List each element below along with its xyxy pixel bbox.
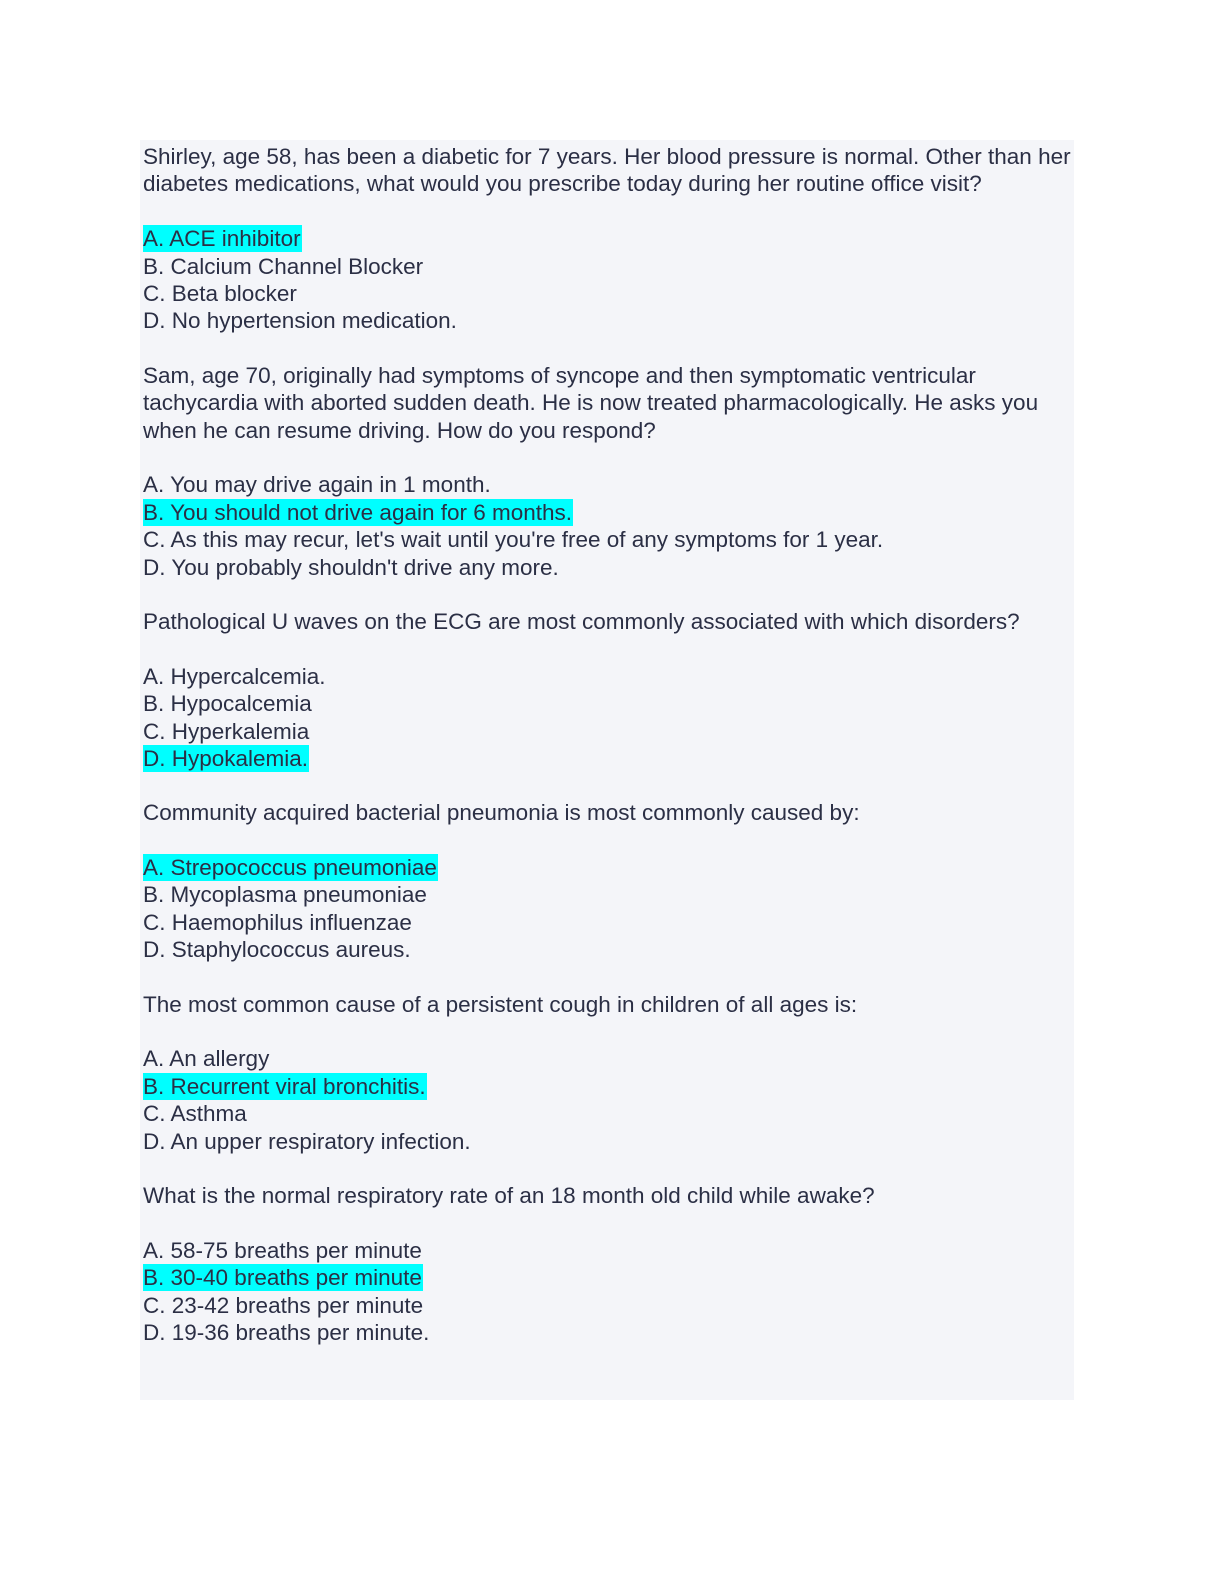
answer-option-correct: A. Strepococcus pneumoniae [143, 855, 437, 881]
answer-option-correct: B. Recurrent viral bronchitis. [143, 1073, 426, 1099]
answer-option-correct: D. Hypokalemia. [143, 745, 309, 771]
question-text: Sam, age 70, originally had symptoms of syncope and then symptomatic ventricular tachycardia with aborted sudden death. He is now treated pharmacologically. He asks you when he can resume driving. How do you respond? [143, 362, 1039, 443]
answer-option: D. 19-36 breaths per minute. [143, 1319, 430, 1345]
answer-option: C. Asthma [143, 1101, 247, 1127]
question-text: Community acquired bacterial pneumonia is most commonly caused by: [143, 800, 860, 826]
answer-option: A. An allergy [143, 1046, 270, 1072]
answer-option: C. As this may recur, let's wait until you're free of any symptoms for 1 year. [143, 527, 884, 553]
question-4 [143, 799, 1073, 963]
question-list [143, 143, 1073, 1373]
question-2 [143, 362, 1073, 581]
answer-option: B. Hypocalcemia [143, 691, 312, 717]
question-3 [143, 608, 1073, 772]
question-text: Pathological U waves on the ECG are most commonly associated with which disorders? [143, 608, 1020, 634]
answer-option: B. Calcium Channel Blocker [143, 253, 424, 279]
question-6 [143, 1182, 1073, 1346]
question-5 [143, 991, 1073, 1155]
question-text: The most common cause of a persistent cough in children of all ages is: [143, 991, 858, 1017]
answer-option: C. 23-42 breaths per minute [143, 1292, 424, 1318]
question-text: Shirley, age 58, has been a diabetic for 7 years. Her blood pressure is normal. Other than her diabetes medications, what would you prescribe today during her routine office visit? [143, 144, 1071, 197]
answer-option: D. You probably shouldn't drive any more. [143, 554, 559, 580]
answer-option: A. You may drive again in 1 month. [143, 472, 491, 498]
answer-option-correct: B. 30-40 breaths per minute [143, 1265, 422, 1291]
question-1 [143, 143, 1073, 335]
answer-option: C. Hyperkalemia [143, 718, 310, 744]
answer-option: D. An upper respiratory infection. [143, 1128, 471, 1154]
answer-option: C. Haemophilus influenzae [143, 909, 412, 935]
question-text: What is the normal respiratory rate of an 18 month old child while awake? [143, 1183, 875, 1209]
answer-option: B. Mycoplasma pneumoniae [143, 882, 427, 908]
answer-option-correct: B. You should not drive again for 6 months. [143, 499, 573, 525]
answer-option: D. No hypertension medication. [143, 308, 457, 334]
answer-option: A. 58-75 breaths per minute [143, 1237, 422, 1263]
answer-option: C. Beta blocker [143, 280, 297, 306]
answer-option: A. Hypercalcemia. [143, 663, 326, 689]
answer-option: D. Staphylococcus aureus. [143, 937, 411, 963]
answer-option-correct: A. ACE inhibitor [143, 226, 301, 252]
